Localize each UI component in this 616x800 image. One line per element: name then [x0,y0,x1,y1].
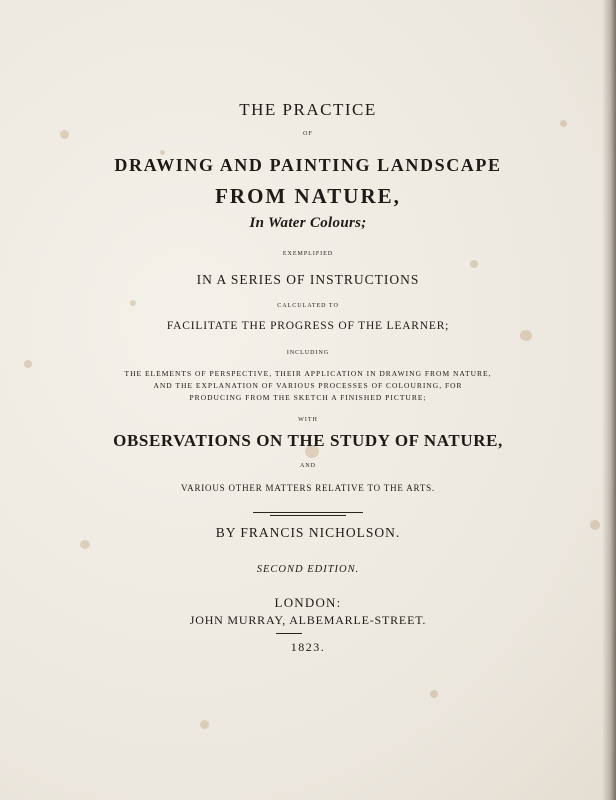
imprint-publisher: JOHN MURRAY, ALBEMARLE-STREET. [189,613,427,627]
connector-line: OF [303,131,313,137]
description-line: AND THE EXPLANATION OF VARIOUS PROCESSES OF COLOURING, FOR [153,381,463,390]
foxing-spot [200,720,209,729]
foxing-spot [430,690,438,698]
connector-line: INCLUDING [286,350,330,356]
connector-line: CALCULATED TO [277,303,339,309]
connector-line: AND [300,463,316,469]
subtitle-line: FACILITATE THE PROGRESS OF THE LEARNER; [166,320,450,332]
subtitle-bold: OBSERVATIONS ON THE STUDY OF NATURE, [113,431,503,450]
divider-rule [270,515,346,516]
foxing-spot [470,260,478,268]
connector-line: WITH [298,417,318,423]
title-line: THE PRACTICE [239,100,377,119]
foxing-spot [24,360,32,368]
divider-rule [253,512,363,513]
foxing-spot [560,120,567,127]
foxing-spot [80,540,90,549]
divider-rule [276,633,302,634]
subtitle-line: IN A SERIES OF INSTRUCTIONS [196,272,420,287]
author-line: BY FRANCIS NICHOLSON. [215,525,401,540]
imprint-place: LONDON: [274,595,342,610]
subtitle-line: VARIOUS OTHER MATTERS RELATIVE TO THE ARTS. [181,483,435,493]
page-edge-shadow [602,0,616,800]
description-line: THE ELEMENTS OF PERSPECTIVE, THEIR APPLICATION IN DRAWING FROM NATURE, [124,369,492,378]
connector-line: EXEMPLIFIED [282,251,334,257]
main-title-continued: FROM NATURE, [215,184,401,208]
main-title: DRAWING AND PAINTING LANDSCAPE [114,155,502,175]
imprint-year: 1823. [290,640,326,654]
subtitle-blackletter: In Water Colours; [249,215,367,231]
description-line: PRODUCING FROM THE SKETCH A FINISHED PICTURE; [189,393,427,402]
edition-line: SECOND EDITION. [256,564,360,575]
